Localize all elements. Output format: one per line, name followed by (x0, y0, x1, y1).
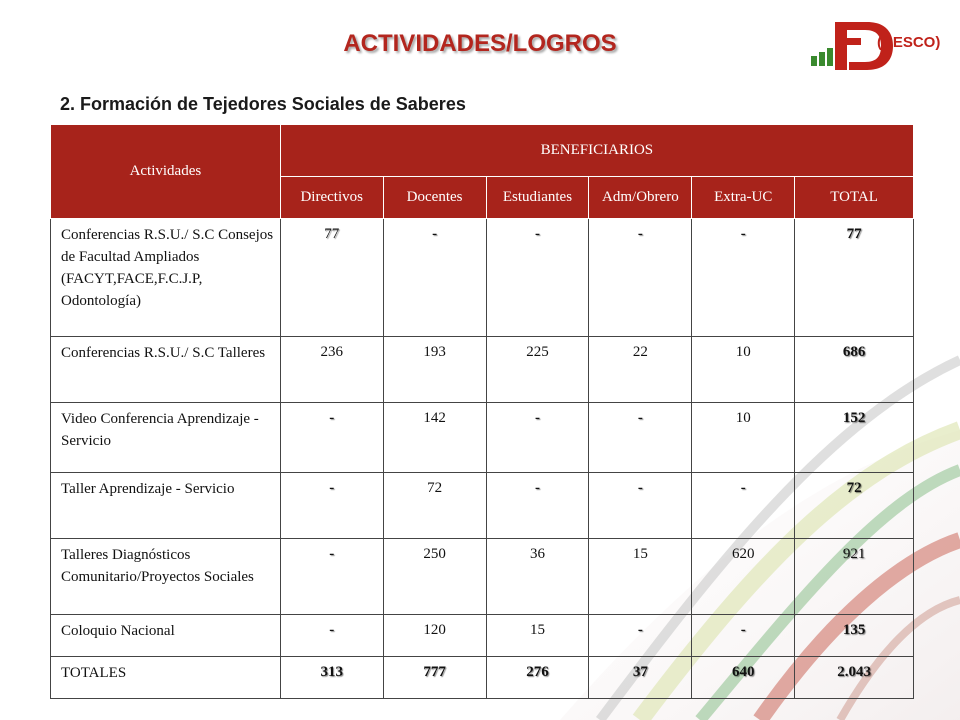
cell-estudiantes: - (486, 403, 589, 473)
cell-directivos: 236 (280, 337, 383, 403)
cell-adm-obrero: - (589, 615, 692, 657)
cell-docentes: 193 (383, 337, 486, 403)
section-subtitle: 2. Formación de Tejedores Sociales de Saberes (60, 94, 466, 114)
cell-adm-obrero: 37 (589, 657, 692, 699)
cell-docentes: 72 (383, 473, 486, 539)
cell-docentes: 250 (383, 539, 486, 615)
cell-extra-uc: - (692, 219, 795, 337)
header-directivos: Directivos (280, 177, 383, 219)
cell-extra-uc: - (692, 615, 795, 657)
table-row (51, 219, 914, 337)
cell-total: 72 (795, 473, 914, 539)
header-extra-uc: Extra-UC (692, 177, 795, 219)
table-row (51, 473, 914, 539)
cell-estudiantes: 276 (486, 657, 589, 699)
cell-estudiantes: 225 (486, 337, 589, 403)
cell-directivos: - (280, 403, 383, 473)
cell-adm-obrero: - (589, 473, 692, 539)
row-label: Conferencias R.S.U./ S.C Consejos de Facultad Ampliados (FACYT,FACE,F.C.J.P, Odontología) (51, 219, 281, 337)
cell-estudiantes: - (486, 473, 589, 539)
table-row-totals (51, 657, 914, 699)
cell-extra-uc: 10 (692, 403, 795, 473)
cell-total: 2.043 (795, 657, 914, 699)
cell-directivos: - (280, 473, 383, 539)
cell-directivos: - (280, 539, 383, 615)
row-label: Coloquio Nacional (51, 615, 281, 657)
logo-text: (DESCO) (877, 34, 941, 51)
header-estudiantes: Estudiantes (486, 177, 589, 219)
header-activities: Actividades (51, 125, 281, 219)
cell-extra-uc: - (692, 473, 795, 539)
cell-directivos: 77 (280, 219, 383, 337)
cell-extra-uc: 620 (692, 539, 795, 615)
cell-extra-uc: 640 (692, 657, 795, 699)
row-label: Talleres Diagnósticos Comunitario/Proyectos Sociales (51, 539, 281, 615)
table-row (51, 615, 914, 657)
cell-directivos: 313 (280, 657, 383, 699)
cell-adm-obrero: - (589, 403, 692, 473)
cell-estudiantes: - (486, 219, 589, 337)
row-label: TOTALES (51, 657, 281, 699)
table-row (51, 539, 914, 615)
table-row (51, 403, 914, 473)
cell-adm-obrero: - (589, 219, 692, 337)
cell-total: 686 (795, 337, 914, 403)
cell-estudiantes: 15 (486, 615, 589, 657)
row-label: Video Conferencia Aprendizaje -Servicio (51, 403, 281, 473)
cell-total: 77 (795, 219, 914, 337)
cell-directivos: - (280, 615, 383, 657)
header-adm-obrero: Adm/Obrero (589, 177, 692, 219)
row-label: Conferencias R.S.U./ S.C Talleres (51, 337, 281, 403)
cell-docentes: 777 (383, 657, 486, 699)
row-label: Taller Aprendizaje - Servicio (51, 473, 281, 539)
cell-docentes: - (383, 219, 486, 337)
header-docentes: Docentes (383, 177, 486, 219)
cell-adm-obrero: 22 (589, 337, 692, 403)
cell-docentes: 142 (383, 403, 486, 473)
header-total: TOTAL (795, 177, 914, 219)
table-row (51, 337, 914, 403)
cell-total: 921 (795, 539, 914, 615)
cell-extra-uc: 10 (692, 337, 795, 403)
cell-docentes: 120 (383, 615, 486, 657)
beneficiaries-table (50, 124, 914, 699)
cell-total: 152 (795, 403, 914, 473)
page-title: ACTIVIDADES/LOGROS (343, 30, 617, 57)
cell-estudiantes: 36 (486, 539, 589, 615)
cell-adm-obrero: 15 (589, 539, 692, 615)
header-beneficiaries: BENEFICIARIOS (280, 125, 913, 177)
cell-total: 135 (795, 615, 914, 657)
